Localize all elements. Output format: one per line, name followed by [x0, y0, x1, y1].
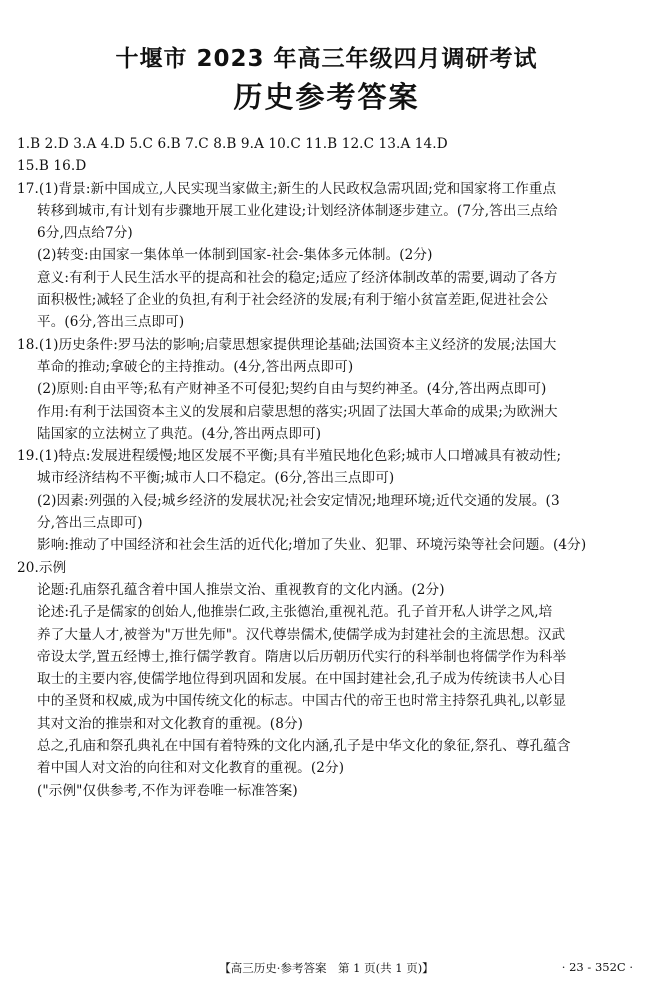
text-line: 1.B 2.D 3.A 4.D 5.C 6.B 7.C 8.B 9.A 10.C 11.B 12.C 13.A 14.D	[17, 136, 448, 152]
text-line: ("示例"仅供参考,不作为评卷唯一标准答案)	[37, 782, 298, 799]
text-line: 转移到城市,有计划有步骤地开展工业化建设;计划经济体制逐步建立。(7分,答出三点给	[37, 202, 558, 219]
footer-page-info: 【高三历史·参考答案 第 1 页(共 1 页)】	[219, 961, 434, 975]
text-line: 着中国人对文治的向往和对文化教育的重视。(2分)	[37, 760, 345, 777]
text-line: (2)原则:自由平等;私有产财神圣不可侵犯;契约自由与契约神圣。(4分,答出两点即可)	[37, 381, 547, 398]
text-line: 论题:孔庙祭孔蕴含着中国人推崇文治、重视教育的文化内涵。(2分)	[37, 581, 445, 598]
text-line: 6分,四点给7分)	[37, 225, 133, 242]
text-line: (2)转变:由国家一集体单一体制到国家-社会-集体多元体制。(2分)	[37, 247, 433, 264]
text-line: 20.示例	[17, 559, 67, 576]
text-line: 平。(6分,答出三点即可)	[37, 314, 185, 331]
answer-body	[17, 133, 639, 802]
text-line: 15.B 16.D	[17, 158, 87, 175]
text-line: 养了大量人才,被誉为"万世先师"。汉代尊崇儒术,使儒学成为封建社会的主流思想。汉武	[37, 626, 566, 643]
text-line: 总之,孔庙和祭孔典礼在中国有着特殊的文化内涵,孔子是中华文化的象征,祭孔、尊孔蕴含	[37, 738, 571, 755]
text-line: 论述:孔子是儒家的创始人,他推崇仁政,主张德治,重视礼范。孔子首开私人讲学之风,培	[37, 604, 553, 621]
text-line: 17.(1)背景:新中国成立,人民实现当家做主;新生的人民政权急需巩固;党和国家将工作重点	[17, 180, 557, 197]
text-line: 18.(1)历史条件:罗马法的影响;启蒙思想家提供理论基础;法国资本主义经济的发展;法国大	[17, 336, 557, 353]
text-line: 分,答出三点即可)	[37, 515, 143, 532]
page-subtitle: 历史参考答案	[233, 80, 420, 114]
text-line: 作用:有利于法国资本主义的发展和启蒙思想的落实;巩固了法国大革命的成果;为欧洲大	[37, 403, 558, 420]
footer-code: · 23 - 352C ·	[561, 960, 633, 974]
text-line: 帝设太学,置五经博士,推行儒学教育。隋唐以后历朝历代实行的科举制也将儒学作为科举	[37, 648, 567, 665]
text-line: 其对文治的推崇和对文化教育的重视。(8分)	[37, 715, 304, 732]
text-line: 影响:推动了中国经济和社会生活的近代化;增加了失业、犯罪、环境污染等社会问题。(4分)	[37, 537, 587, 554]
text-line: 意义:有利于人民生活水平的提高和社会的稳定;适应了经济体制改革的需要,调动了各方	[37, 269, 558, 286]
text-line: 面积极性;减轻了企业的负担,有利于社会经济的发展;有利于缩小贫富差距,促进社会公	[37, 292, 549, 309]
text-line: 19.(1)特点:发展进程缓慢;地区发展不平衡;具有半殖民地化色彩;城市人口增减具有被动性;	[17, 448, 562, 465]
text-line: 城市经济结构不平衡;城市人口不稳定。(6分,答出三点即可)	[37, 470, 395, 487]
text-line: 取士的主要内容,使儒学地位得到巩固和发展。在中国封建社会,孔子成为传统读书人心目	[37, 671, 567, 688]
text-line: 陆国家的立法树立了典范。(4分,答出两点即可)	[37, 425, 322, 442]
text-line: (2)因素:列强的入侵;城乡经济的发展状况;社会安定情况;地理环境;近代交通的发展。(3	[37, 492, 560, 509]
text-line: 革命的推动;拿破仑的主持推动。(4分,答出两点即可)	[37, 358, 354, 375]
page-title: 十堰市 2023 年高三年级四月调研考试	[115, 46, 538, 72]
text-line: 中的圣贤和权威,成为中国传统文化的标志。中国古代的帝王也时常主持祭孔典礼,以彰显	[37, 693, 567, 710]
